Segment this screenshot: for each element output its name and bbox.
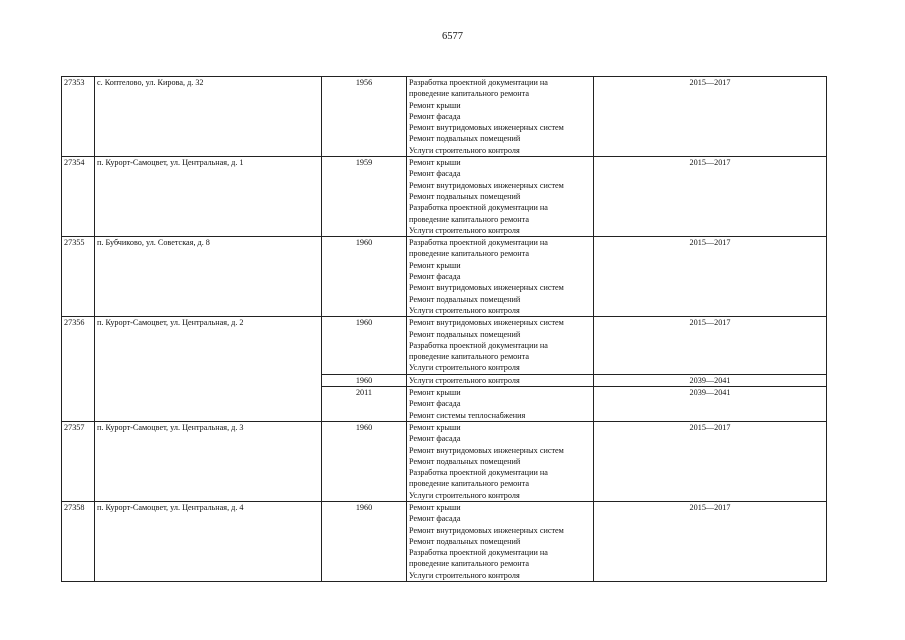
house-id: 27355	[62, 237, 95, 317]
work-item: Ремонт фасада	[409, 272, 461, 282]
works-cell	[407, 387, 594, 422]
page-number: 6577	[442, 31, 463, 42]
table-row	[62, 157, 827, 237]
work-item: Ремонт подвальных помещений	[409, 294, 521, 304]
work-item: Ремонт крыши	[409, 158, 461, 168]
work-item: проведение капитального ремонта	[409, 249, 529, 259]
work-item: Ремонт фасада	[409, 514, 461, 524]
work-item: Услуги строительного контроля	[409, 363, 520, 373]
work-item: Разработка проектной документации на	[409, 548, 548, 558]
work-item: Ремонт фасада	[409, 111, 461, 121]
year-cell: 1959	[322, 157, 407, 237]
year-cell: 1960	[322, 237, 407, 317]
works-cell	[407, 77, 594, 157]
house-address: п. Курорт-Самоцвет, ул. Центральная, д. 3	[95, 421, 322, 501]
house-address: п. Бубчиково, ул. Советская, д. 8	[95, 237, 322, 317]
work-item: Ремонт подвальных помещений	[409, 329, 521, 339]
work-item: Ремонт системы теплоснабжения	[409, 410, 526, 420]
work-item: Ремонт внутридомовых инженерных систем	[409, 525, 564, 535]
work-item: проведение капитального ремонта	[409, 352, 529, 362]
period-cell: 2015—2017	[594, 421, 827, 501]
house-id: 27356	[62, 317, 95, 422]
house-id: 27358	[62, 501, 95, 581]
year-cell: 1956	[322, 77, 407, 157]
works-cell	[407, 157, 594, 237]
table-row	[62, 317, 827, 374]
works-cell	[407, 317, 594, 374]
work-item: Ремонт внутридомовых инженерных систем	[409, 180, 564, 190]
year-cell: 1960	[322, 317, 407, 374]
period-cell: 2039—2041	[594, 387, 827, 422]
work-item: Ремонт крыши	[409, 100, 461, 110]
work-item: Ремонт крыши	[409, 422, 461, 432]
works-cell	[407, 374, 594, 386]
table-row	[62, 77, 827, 157]
work-item: Разработка проектной документации на	[409, 203, 548, 213]
year-cell: 1960	[322, 374, 407, 386]
work-item: Ремонт фасада	[409, 399, 461, 409]
work-item: Ремонт фасада	[409, 169, 461, 179]
work-item: Услуги строительного контроля	[409, 145, 520, 155]
period-cell: 2039—2041	[594, 374, 827, 386]
period-cell: 2015—2017	[594, 157, 827, 237]
work-item: Ремонт крыши	[409, 388, 461, 398]
work-item: Разработка проектной документации на	[409, 238, 548, 248]
work-item: Услуги строительного контроля	[409, 570, 520, 580]
work-item: проведение капитального ремонта	[409, 214, 529, 224]
period-cell: 2015—2017	[594, 77, 827, 157]
registry-body	[62, 77, 827, 582]
house-id: 27354	[62, 157, 95, 237]
work-item: Ремонт внутридомовых инженерных систем	[409, 445, 564, 455]
work-item: Разработка проектной документации на	[409, 468, 548, 478]
period-cell: 2015—2017	[594, 501, 827, 581]
period-cell: 2015—2017	[594, 317, 827, 374]
work-item: Услуги строительного контроля	[409, 225, 520, 235]
year-cell: 1960	[322, 501, 407, 581]
year-cell: 1960	[322, 421, 407, 501]
work-item: Ремонт внутридомовых инженерных систем	[409, 318, 564, 328]
work-item: проведение капитального ремонта	[409, 89, 529, 99]
house-id: 27353	[62, 77, 95, 157]
works-cell	[407, 501, 594, 581]
house-address: с. Коптелово, ул. Кирова, д. 32	[95, 77, 322, 157]
work-item: Ремонт крыши	[409, 260, 461, 270]
work-item: Ремонт внутридомовых инженерных систем	[409, 283, 564, 293]
work-item: Ремонт подвальных помещений	[409, 134, 521, 144]
registry-table	[61, 76, 827, 582]
work-item: проведение капитального ремонта	[409, 479, 529, 489]
work-item: Ремонт внутридомовых инженерных систем	[409, 123, 564, 133]
work-item: Разработка проектной документации на	[409, 78, 548, 87]
work-item: Услуги строительного контроля	[409, 490, 520, 500]
house-address: п. Курорт-Самоцвет, ул. Центральная, д. 1	[95, 157, 322, 237]
work-item: Услуги строительного контроля	[409, 375, 520, 385]
table-row	[62, 421, 827, 501]
works-cell	[407, 421, 594, 501]
work-item: Ремонт фасада	[409, 434, 461, 444]
work-item: Ремонт подвальных помещений	[409, 456, 521, 466]
period-cell: 2015—2017	[594, 237, 827, 317]
year-cell: 2011	[322, 387, 407, 422]
house-address: п. Курорт-Самоцвет, ул. Центральная, д. 2	[95, 317, 322, 422]
table-row	[62, 237, 827, 317]
work-item: Услуги строительного контроля	[409, 305, 520, 315]
work-item: Ремонт подвальных помещений	[409, 191, 521, 201]
works-cell	[407, 237, 594, 317]
work-item: Разработка проектной документации на	[409, 340, 548, 350]
work-item: Ремонт подвальных помещений	[409, 536, 521, 546]
work-item: проведение капитального ремонта	[409, 559, 529, 569]
house-id: 27357	[62, 421, 95, 501]
house-address: п. Курорт-Самоцвет, ул. Центральная, д. 4	[95, 501, 322, 581]
table-row	[62, 501, 827, 581]
work-item: Ремонт крыши	[409, 502, 461, 512]
